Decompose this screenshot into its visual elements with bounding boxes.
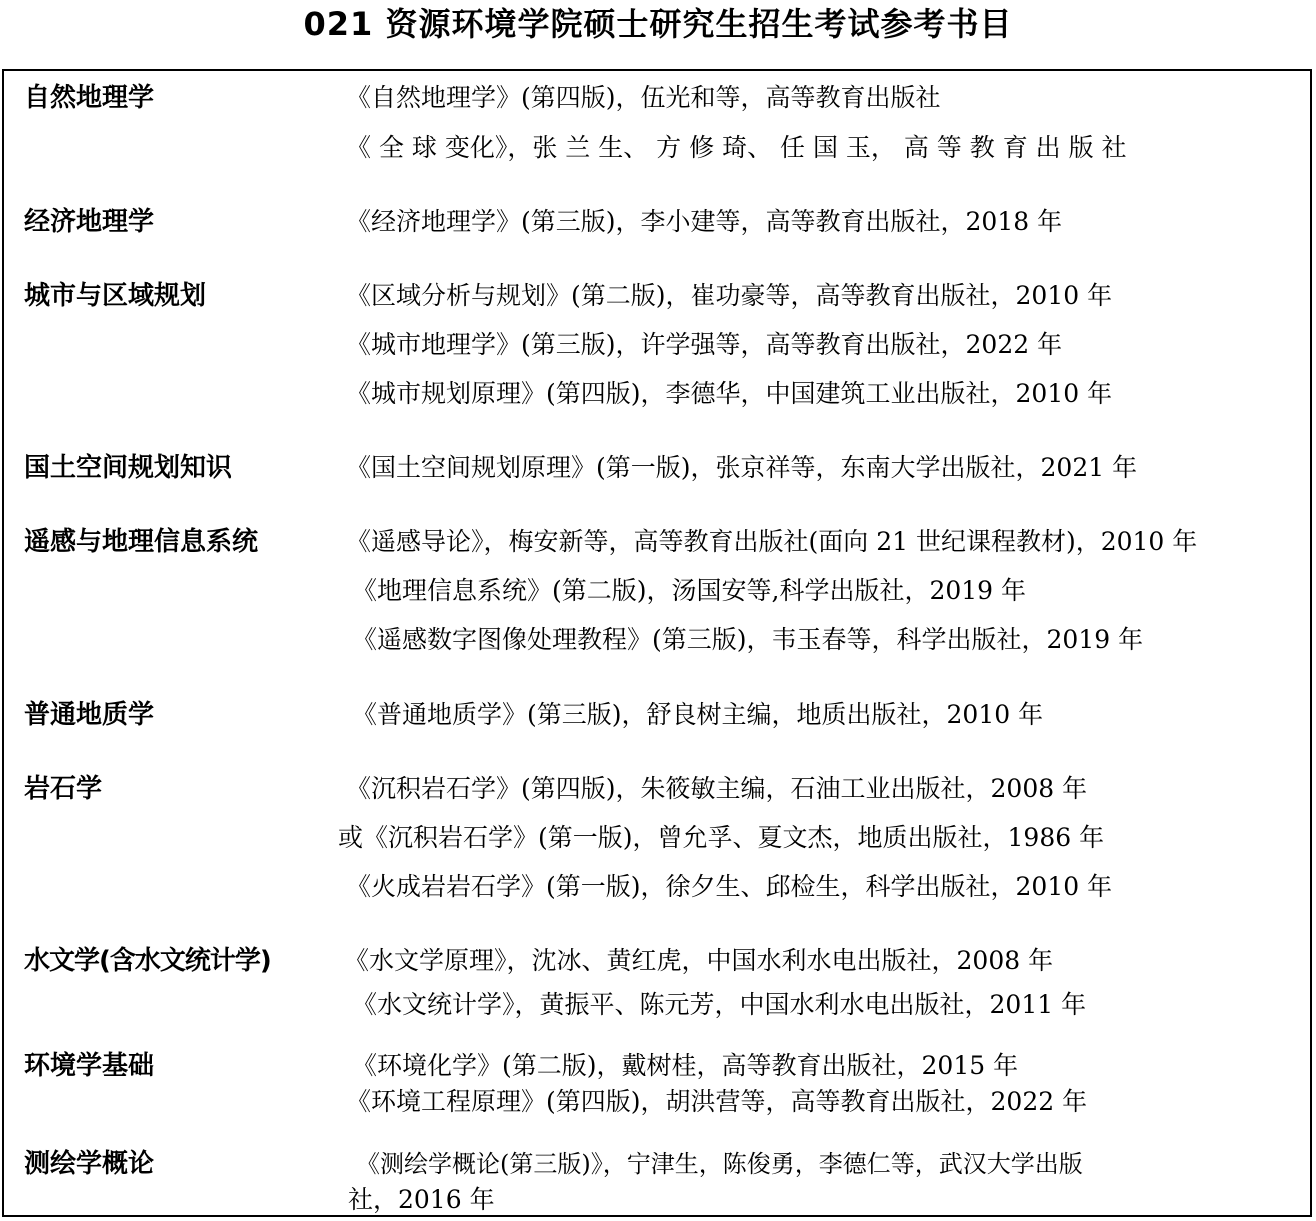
page-title: 021 资源环境学院硕士研究生招生考试参考书目	[303, 5, 1013, 43]
subject-name: 遥感与地理信息系统	[24, 527, 259, 557]
book-entry: 《自然地理学》(第四版)，伍光和等，高等教育出版社	[346, 83, 941, 112]
subject-name: 水文学(含水文统计学)	[24, 946, 271, 976]
book-entry: 《地理信息系统》(第二版)，汤国安等,科学出版社，2019 年	[352, 576, 1027, 605]
subject-name: 环境学基础	[24, 1051, 155, 1081]
book-entry: 《 全 球 变化》，张 兰 生、 方 修 琦、 任 国 玉， 高 等 教 育 出 版 社	[346, 133, 1127, 162]
book-entry: 《环境工程原理》(第四版)，胡洪营等，高等教育出版社，2022 年	[346, 1087, 1088, 1116]
book-entry: 社，2016 年	[348, 1185, 495, 1214]
subject-name: 测绘学概论	[24, 1149, 155, 1179]
subject-name: 经济地理学	[24, 207, 155, 237]
book-entry: 《遥感数字图像处理教程》(第三版)，韦玉春等，科学出版社，2019 年	[352, 625, 1144, 654]
subject-name: 城市与区域规划	[24, 281, 207, 311]
book-entry: 《国土空间规划原理》(第一版)，张京祥等，东南大学出版社，2021 年	[346, 453, 1138, 482]
subject-name: 普通地质学	[24, 700, 155, 730]
book-entry: 《火成岩岩石学》(第一版)，徐夕生、邱检生，科学出版社，2010 年	[346, 872, 1113, 901]
book-entry: 《遥感导论》，梅安新等，高等教育出版社(面向 21 世纪课程教材)，2010 年	[346, 527, 1198, 556]
subject-name: 国土空间规划知识	[24, 453, 233, 483]
subject-name: 岩石学	[24, 774, 103, 804]
book-entry: 《城市规划原理》(第四版)，李德华，中国建筑工业出版社，2010 年	[346, 379, 1113, 408]
book-entry: 《水文学原理》，沈冰、黄红虎，中国水利水电出版社，2008 年	[344, 946, 1054, 975]
book-entry: 《普通地质学》(第三版)，舒良树主编，地质出版社，2010 年	[352, 700, 1044, 729]
book-entry: 《水文统计学》，黄振平、陈元芳，中国水利水电出版社，2011 年	[352, 990, 1087, 1019]
book-entry: 《经济地理学》(第三版)，李小建等，高等教育出版社，2018 年	[346, 207, 1063, 236]
reference-book-table	[2, 69, 1312, 1217]
subject-name: 自然地理学	[24, 83, 155, 113]
book-entry: 《测绘学概论(第三版)》，宁津生，陈俊勇，李德仁等，武汉大学出版	[356, 1150, 1083, 1178]
book-entry: 《沉积岩石学》(第四版)，朱筱敏主编，石油工业出版社，2008 年	[346, 774, 1088, 803]
book-entry: 《环境化学》(第二版)，戴树桂，高等教育出版社，2015 年	[352, 1051, 1019, 1080]
book-entry: 或《沉积岩石学》(第一版)，曾允孚、夏文杰，地质出版社，1986 年	[338, 823, 1105, 852]
book-entry: 《区域分析与规划》(第二版)，崔功豪等，高等教育出版社，2010 年	[346, 281, 1113, 310]
book-entry: 《城市地理学》(第三版)，许学强等，高等教育出版社，2022 年	[346, 330, 1063, 359]
